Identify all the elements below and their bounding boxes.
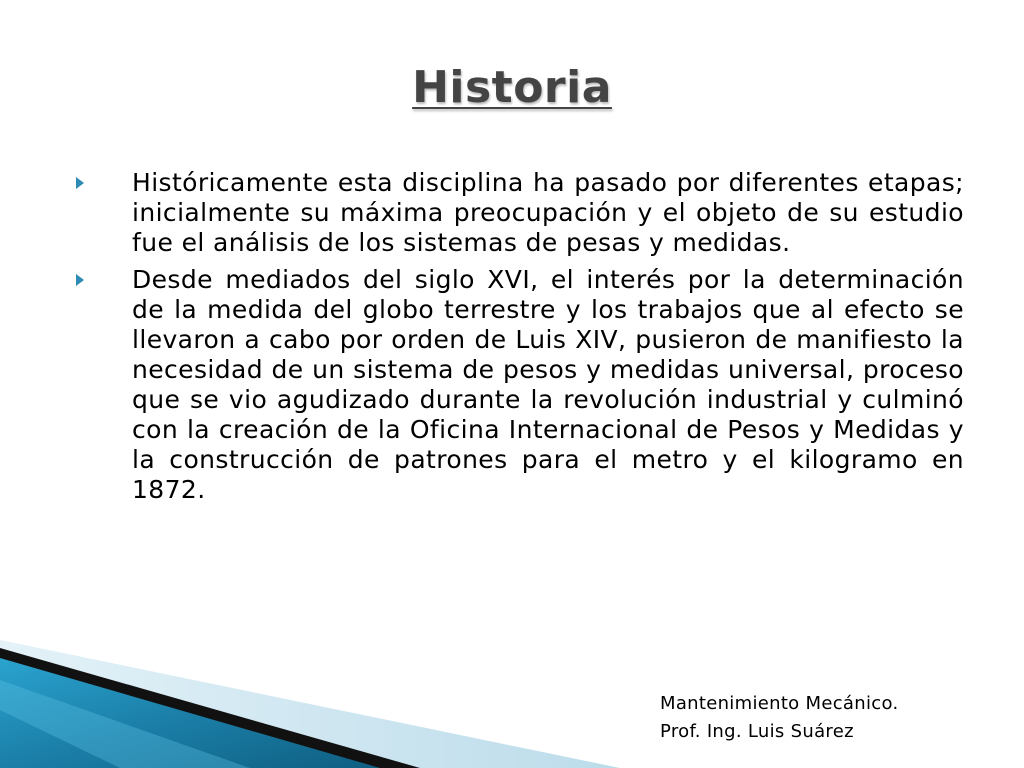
slide-title [0,62,1024,113]
footer-author: Prof. Ing. Luis Suárez [660,721,854,742]
decorative-wave-graphic [0,640,620,768]
bullet-item [72,168,964,258]
triangle-right-icon [76,177,84,189]
footer-course: Mantenimiento Mecánico. [660,693,899,714]
bullet-list [72,168,964,512]
triangle-right-icon [76,274,84,286]
footer [660,690,898,746]
bullet-text: Desde mediados del siglo XVI, el interés por la determinación de la medida del globo terrestre y los trabajos que al efecto se llevaron a cabo por orden de Luis XIV, pusieron de manifiesto la necesidad de un sistema de pesos y medidas universal, proceso que se vio agudizado durante la revolución industrial y culminó con la creación de la Oficina Internacional de Pesos y Medidas y la construcción de patrones para el metro y el kilogramo en 1872. [132,265,964,504]
bullet-item [72,265,964,505]
slide-title-text: Historia [412,62,612,113]
bullet-text: Históricamente esta disciplina ha pasado por diferentes etapas; inicialmente su máxima preocupación y el objeto de su estudio fue el análisis de los sistemas de pesas y medidas. [132,168,964,257]
